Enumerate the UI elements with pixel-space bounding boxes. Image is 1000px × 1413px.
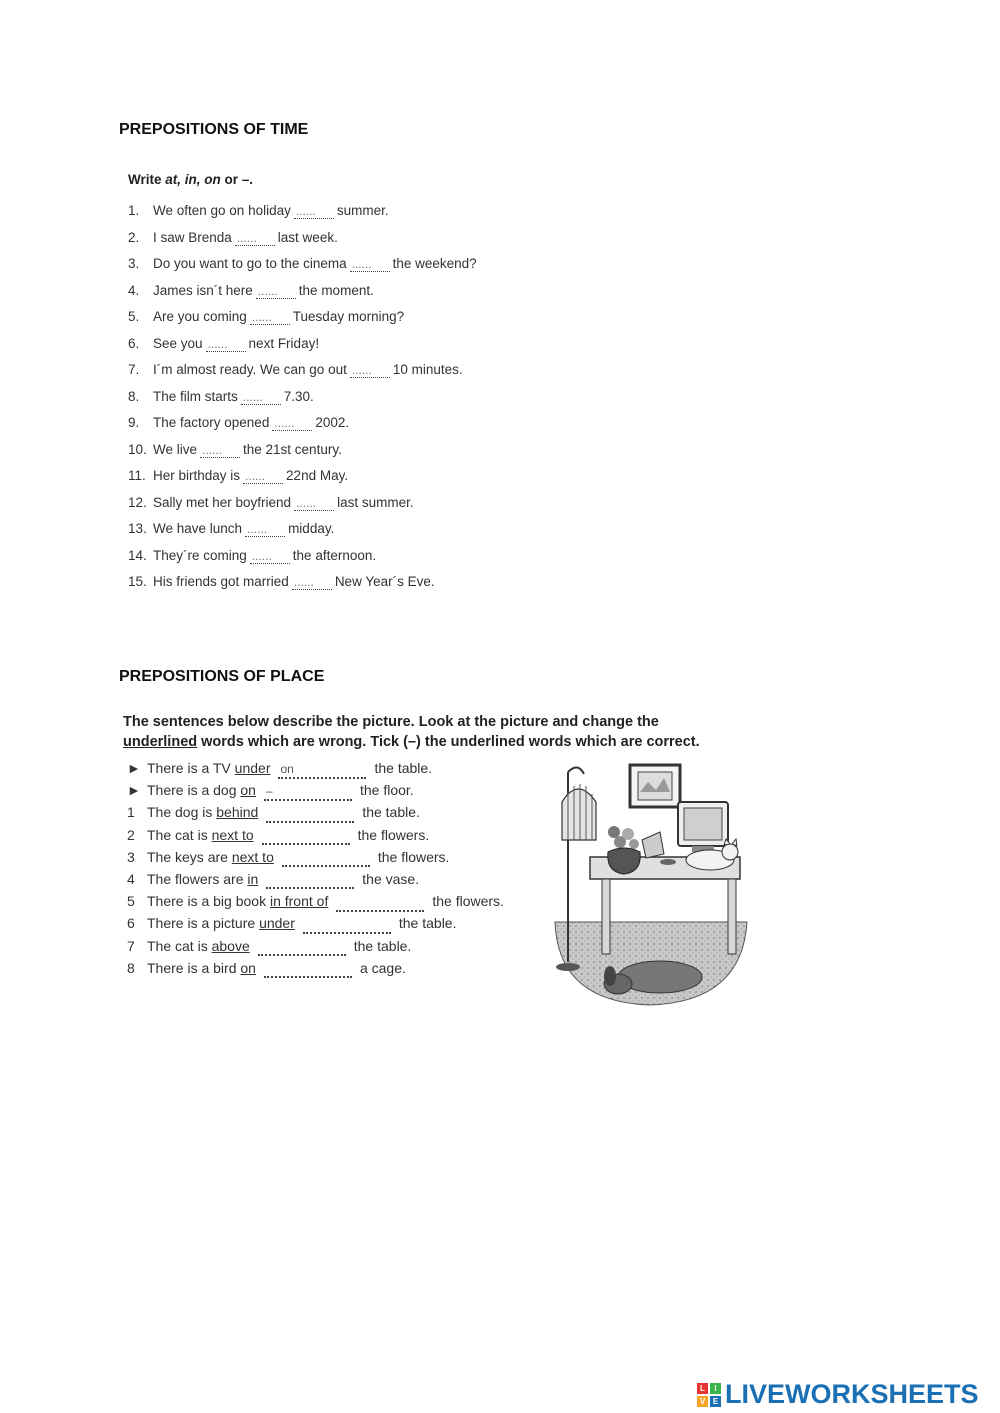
place-item [127, 760, 504, 782]
item-text-before: Her birthday is [153, 468, 241, 483]
answer-input[interactable] [336, 895, 424, 912]
item-text-before: We live [153, 441, 198, 457]
time-item [128, 203, 477, 230]
answer-input[interactable] [294, 204, 334, 219]
logo-mark-tile: I [710, 1383, 721, 1394]
time-item [128, 389, 477, 416]
answer-input[interactable] [206, 337, 246, 352]
liveworksheets-logo [697, 1379, 979, 1410]
item-text-after: New Year´s Eve. [334, 574, 435, 589]
item-number: 6 [127, 915, 135, 932]
logo-mark-icon [697, 1383, 721, 1407]
keys [660, 859, 676, 865]
item-text-after: the flowers. [377, 848, 450, 865]
underlined-preposition: on [240, 959, 256, 976]
answer-input[interactable] [250, 549, 290, 564]
item-text-after: the 21st century. [243, 441, 342, 457]
answer-input[interactable] [243, 469, 283, 484]
item-text-before: I´m almost ready. We can go out [153, 362, 347, 377]
item-text-before: The cat is [147, 937, 208, 954]
logo-mark-tile: V [697, 1396, 708, 1407]
underlined-preposition: in [247, 870, 259, 887]
time-item [128, 574, 477, 601]
item-number: 1. [128, 203, 140, 218]
item-number: ► [127, 760, 141, 776]
place-item [127, 804, 504, 826]
place-item [127, 827, 504, 849]
time-item [128, 442, 477, 469]
time-item [128, 336, 477, 363]
item-text-after: the table. [374, 760, 433, 776]
item-number: 14. [128, 547, 147, 563]
time-exercise-list [128, 203, 477, 601]
item-text-after: 22nd May. [286, 468, 349, 483]
item-text-before: There is a big book [147, 893, 267, 910]
answer-input[interactable] [264, 784, 352, 801]
answer-input[interactable] [200, 443, 240, 458]
underlined-preposition: under [234, 760, 271, 776]
item-text-before: Sally met her boyfriend [153, 494, 292, 510]
answer-input[interactable] [250, 310, 290, 325]
place-item [127, 782, 504, 804]
item-number: 2 [127, 826, 135, 843]
place-item [127, 915, 504, 937]
answer-input[interactable] [262, 828, 350, 845]
item-text-before: We often go on holiday [153, 203, 291, 218]
item-number: 2. [128, 229, 140, 245]
item-number: 11. [128, 468, 146, 483]
table-leg [728, 879, 736, 954]
answer-input[interactable] [278, 762, 366, 779]
time-item [128, 495, 477, 522]
item-number: ► [127, 782, 141, 799]
item-text-before: We have lunch [153, 521, 243, 536]
answer-input[interactable] [245, 522, 285, 537]
item-text-before: James isn´t here [153, 282, 253, 298]
item-number: 15. [128, 574, 147, 589]
item-number: 1 [127, 804, 135, 821]
item-text-before: The factory opened [153, 415, 270, 430]
item-number: 3. [128, 256, 140, 271]
item-number: 8. [128, 388, 140, 404]
item-number: 12. [128, 494, 147, 510]
item-number: 5 [127, 893, 135, 910]
answer-input[interactable] [292, 575, 332, 590]
answer-input[interactable] [241, 390, 281, 405]
item-text-before: His friends got married [153, 574, 289, 589]
time-item [128, 256, 477, 283]
item-number: 3 [127, 848, 135, 865]
item-text-before: Are you coming [153, 309, 247, 324]
answer-input[interactable] [256, 284, 296, 299]
item-number: 9. [128, 415, 140, 430]
underlined-preposition: next to [211, 826, 254, 843]
answer-input[interactable] [282, 850, 370, 867]
place-section-title: PREPOSITIONS OF PLACE [119, 668, 325, 685]
television [678, 802, 728, 852]
item-text-before: The film starts [153, 388, 238, 404]
time-item [128, 521, 477, 548]
answer-input[interactable] [235, 231, 275, 246]
item-text-after: the moment. [298, 282, 374, 298]
item-text-after: 7.30. [283, 388, 314, 404]
framed-picture [630, 765, 680, 807]
item-text-before: They´re coming [153, 547, 247, 563]
item-text-after: the floor. [359, 782, 414, 799]
underlined-preposition: next to [231, 848, 274, 865]
answer-input[interactable] [350, 257, 390, 272]
answer-input[interactable] [303, 917, 391, 934]
item-text-after: the flowers. [357, 826, 430, 843]
logo-text: LIVEWORKSHEETS [725, 1379, 979, 1409]
place-exercise-list [127, 760, 504, 982]
time-item [128, 362, 477, 389]
item-text-before: Do you want to go to the cinema [153, 256, 347, 271]
place-item [127, 849, 504, 871]
place-item [127, 871, 504, 893]
item-number: 13. [128, 521, 147, 536]
underlined-preposition: under [259, 915, 295, 932]
item-text-before: I saw Brenda [153, 229, 232, 245]
item-text-before: There is a dog [147, 782, 237, 799]
time-item [128, 415, 477, 442]
item-text-before: The keys are [147, 848, 228, 865]
item-number: 7 [127, 937, 135, 954]
item-text-after: the table. [353, 937, 412, 954]
logo-mark-tile: L [697, 1383, 708, 1394]
item-number: 4. [128, 282, 140, 298]
item-text-after: next Friday! [248, 335, 320, 351]
time-item [128, 468, 477, 495]
answer-input[interactable] [350, 363, 390, 378]
time-section-title: PREPOSITIONS OF TIME [119, 121, 309, 138]
answer-input[interactable] [266, 806, 354, 823]
item-text-after: 10 minutes. [392, 362, 463, 377]
flower-vase [608, 826, 640, 874]
underlined-preposition: above [211, 937, 250, 954]
item-text-after: the afternoon. [292, 547, 377, 563]
table-leg [602, 879, 610, 954]
underlined-preposition: behind [216, 804, 259, 821]
time-instruction: Write at, in, on or –. [128, 172, 254, 187]
answer-input[interactable] [258, 939, 346, 956]
answer-input[interactable] [264, 961, 352, 978]
item-number: 6. [128, 335, 140, 351]
item-text-after: Tuesday morning? [292, 309, 405, 324]
item-text-after: the table. [362, 804, 420, 821]
item-text-before: There is a bird [147, 959, 237, 976]
item-text-after: summer. [336, 203, 389, 218]
item-text-after: the table. [398, 915, 457, 932]
item-text-before: There is a TV [147, 760, 231, 776]
item-text-before: The cat is [147, 826, 208, 843]
answer-input[interactable] [266, 872, 354, 889]
item-text-after: the flowers. [432, 893, 504, 910]
time-item [128, 283, 477, 310]
item-text-after: last summer. [337, 494, 414, 510]
item-text-after: last week. [277, 229, 338, 245]
item-number: 10. [128, 441, 147, 457]
underlined-preposition: on [240, 782, 256, 799]
item-text-after: midday. [288, 521, 335, 536]
big-book [642, 832, 664, 858]
item-text-before: The flowers are [147, 870, 244, 887]
time-item [128, 230, 477, 257]
time-item [128, 548, 477, 575]
item-text-before: There is a picture [147, 915, 256, 932]
item-text-before: The dog is [147, 804, 213, 821]
item-number: 7. [128, 362, 140, 377]
item-text-after: the vase. [362, 870, 420, 887]
item-number: 8 [127, 959, 135, 976]
time-item [128, 309, 477, 336]
underlined-preposition: in front of [269, 893, 329, 910]
room-illustration [550, 762, 750, 1007]
answer-input[interactable] [272, 416, 312, 431]
item-number: 5. [128, 309, 140, 324]
item-number: 4 [127, 870, 135, 887]
place-item [127, 893, 504, 915]
item-text-after: 2002. [315, 415, 350, 430]
answer-input[interactable] [294, 496, 334, 511]
place-instruction: The sentences below describe the picture. Look at the picture and change the underlined words which are wrong. Tick (–) the underlined words which are correct. [123, 714, 700, 750]
place-item [127, 938, 504, 960]
item-text-before: See you [153, 335, 203, 351]
item-text-after: a cage. [359, 959, 406, 976]
item-text-after: the weekend? [392, 256, 477, 271]
place-item [127, 960, 504, 982]
logo-mark-tile: E [710, 1396, 721, 1407]
